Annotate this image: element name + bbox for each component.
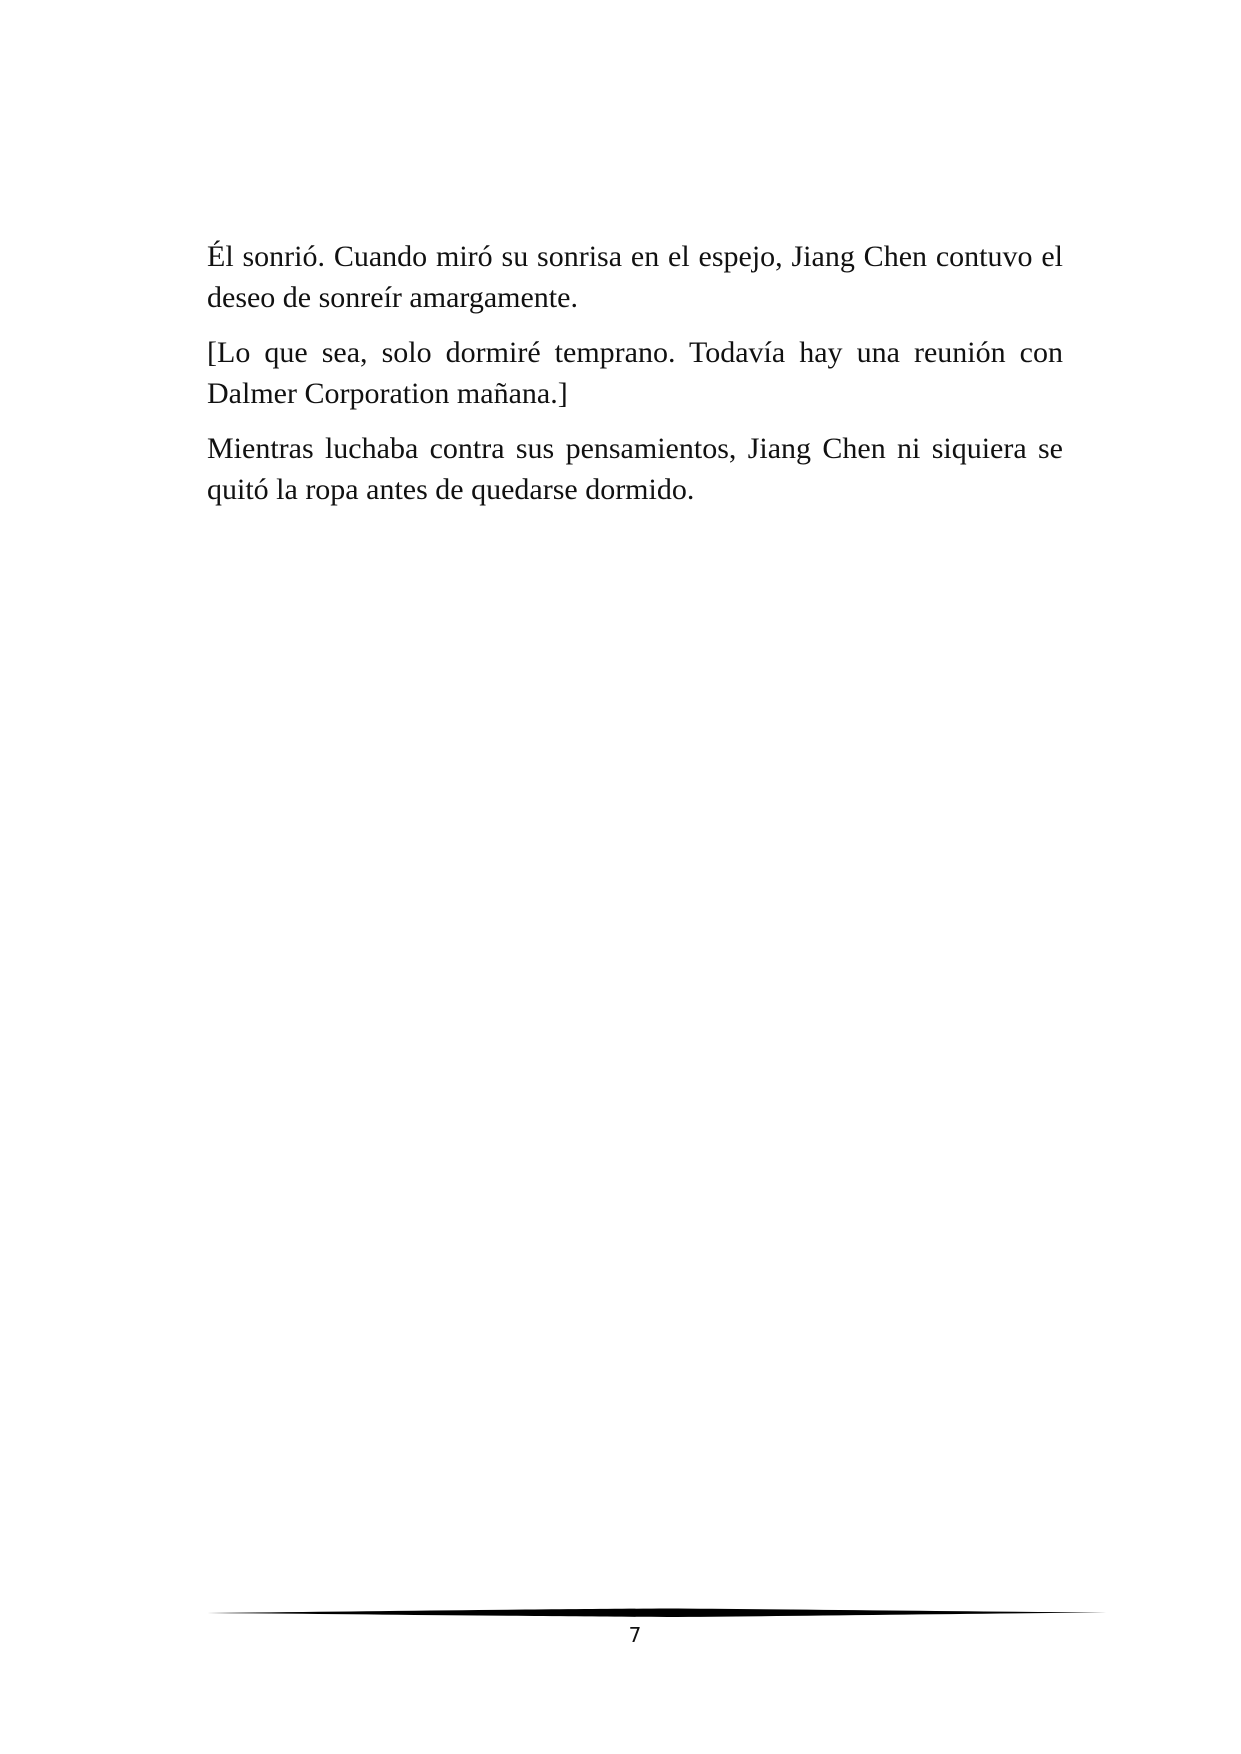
paragraph-1: Él sonrió. Cuando miró su sonrisa en el espejo, Jiang Chen contuvo el deseo de sonreír amargamente. — [207, 240, 1063, 314]
footer-rule — [207, 1606, 1107, 1620]
body-text — [207, 236, 1063, 524]
footer-rule-swash — [207, 1609, 1107, 1618]
page-number: 7 — [628, 1623, 642, 1647]
paragraph-3: Mientras luchaba contra sus pensamientos, Jiang Chen ni siquiera se quitó la ropa antes de quedarse dormido. — [207, 432, 1063, 506]
paragraph-2: [Lo que sea, solo dormiré temprano. Todavía hay una reunión con Dalmer Corporation mañana.] — [207, 336, 1063, 410]
